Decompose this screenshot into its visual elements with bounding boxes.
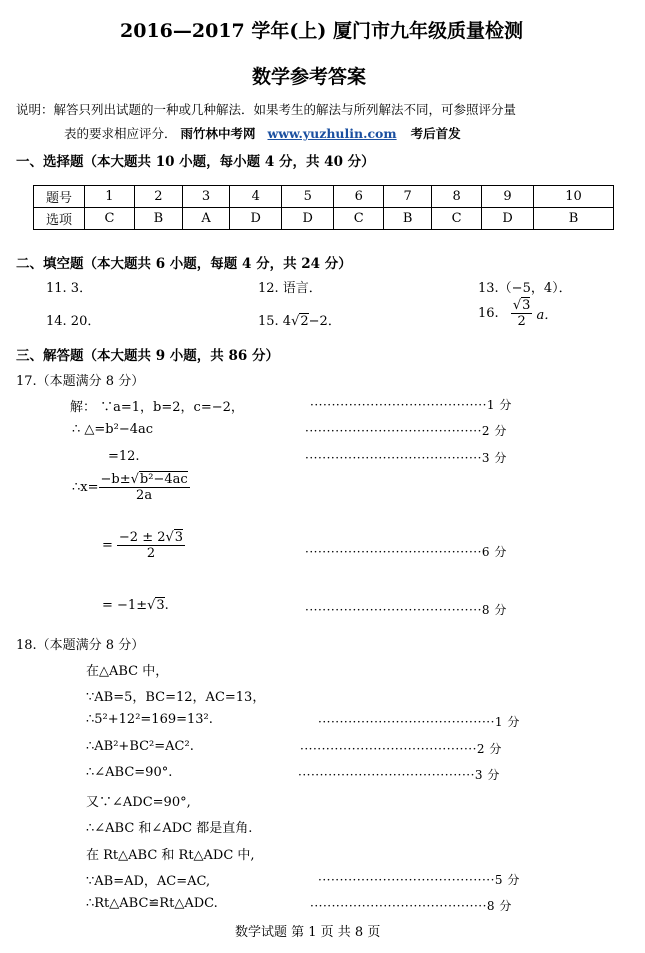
table-cell: B (384, 208, 432, 230)
section-1-title: 一、选择题（本大题共 10 小题，每小题 4 分，共 40 分） (16, 154, 375, 170)
score-leader: ·········································8 分 (310, 899, 512, 913)
note-prefix: 表的要求相应评分． (64, 126, 177, 141)
fraction-numerator (117, 530, 185, 546)
q18-line-1: 在△ABC 中， (86, 664, 169, 679)
q18-line-4: ∴AB²+BC²=AC². (86, 739, 194, 754)
sqrt-sign: √ (147, 598, 156, 613)
page-title: 2016—2017 学年(上) 厦门市九年级质量检测 (120, 20, 523, 42)
table-cell: 4 (230, 186, 282, 208)
section-2-title: 二、填空题（本大题共 6 小题，每题 4 分，共 24 分） (16, 256, 352, 272)
q18-heading: 18.（本题满分 8 分） (16, 638, 145, 653)
table-cell: 9 (482, 186, 534, 208)
table-cell: A (182, 208, 229, 230)
score-leader: ·········································1 分 (318, 715, 520, 729)
q18-line-6: 又∵∠ADC=90°, (86, 795, 191, 810)
radicand: 3 (156, 598, 165, 613)
q17-line-3: =12. (108, 449, 140, 464)
table-cell: D (282, 208, 334, 230)
q17-heading: 17.（本题满分 8 分） (16, 374, 145, 389)
score-leader: ·········································6 分 (305, 545, 507, 559)
score-leader: ·········································2 分 (300, 742, 502, 756)
sqrt-sign: √ (291, 314, 300, 329)
numerator-part: −b± (100, 472, 131, 487)
answer-15 (258, 310, 341, 329)
answer-16-var: a． (536, 308, 558, 323)
note-suffix: 考后首发 (410, 126, 461, 141)
fraction-denominator: 2a (136, 488, 153, 503)
fraction (511, 298, 533, 329)
q17-line-4 (72, 472, 190, 503)
score-label: 3 分 (481, 451, 507, 465)
numerator-part: −2 ± 2 (118, 530, 166, 545)
q18-line-9: ∵AB=AD，AC=AC, (86, 874, 211, 889)
site-name: 雨竹林中考网 (180, 126, 256, 141)
fraction-denominator: 2 (517, 314, 526, 329)
answer-15-suffix: −2． (308, 314, 341, 329)
score-leader: ·········································8 分 (305, 603, 507, 617)
score-label: 8 分 (486, 899, 512, 913)
table-header-cell: 选项 (34, 208, 85, 230)
page-subtitle: 数学参考答案 (252, 66, 367, 88)
fraction (99, 472, 190, 503)
score-label: 6 分 (481, 545, 507, 559)
table-row-answers (34, 208, 614, 230)
table-cell: 7 (384, 186, 432, 208)
table-cell: B (534, 208, 614, 230)
section-3-title: 三、解答题（本大题共 9 小题，共 86 分） (16, 348, 279, 364)
score-leader: ·········································3 分 (305, 451, 507, 465)
table-cell: 10 (534, 186, 614, 208)
sqrt-sign: √ (512, 298, 522, 313)
table-cell: 8 (432, 186, 482, 208)
q17-line-2: ∴ △=b²−4ac (72, 422, 154, 437)
score-label: 2 分 (476, 742, 502, 756)
sqrt-sign: √ (165, 530, 174, 545)
answer-14: 14. 20． (46, 314, 101, 329)
formula-prefix: = (102, 538, 113, 553)
table-cell: 1 (85, 186, 135, 208)
table-row-numbers (34, 186, 614, 208)
answer-table (33, 185, 614, 230)
score-label: 1 分 (486, 398, 512, 412)
score-label: 1 分 (494, 715, 520, 729)
score-leader: ·········································1 分 (310, 398, 512, 412)
table-cell: B (134, 208, 182, 230)
radicand: 3 (522, 298, 531, 313)
answer-13: 13.（−5，4）． (478, 281, 572, 296)
radicand: 2 (300, 314, 309, 329)
score-label: 5 分 (494, 873, 520, 887)
sqrt-sign: √ (130, 472, 139, 487)
table-cell: 2 (134, 186, 182, 208)
radicand: 3 (174, 530, 184, 545)
score-label: 3 分 (474, 768, 500, 782)
table-cell: C (334, 208, 384, 230)
score-label: 8 分 (481, 603, 507, 617)
fraction-denominator: 2 (146, 546, 156, 561)
note-line-2 (64, 124, 461, 142)
answer-12: 12. 语言． (258, 281, 322, 296)
site-url-link[interactable]: www.yuzhulin.com (267, 126, 397, 141)
fraction (117, 530, 185, 561)
table-cell: C (432, 208, 482, 230)
answer-16-prefix: 16. (478, 306, 499, 321)
formula-prefix: = −1± (102, 598, 148, 613)
table-cell: D (482, 208, 534, 230)
table-cell: 5 (282, 186, 334, 208)
answer-15-prefix: 15. 4 (258, 314, 292, 329)
formula-suffix: . (164, 598, 169, 613)
table-header-cell: 题号 (34, 186, 85, 208)
q18-line-8: 在 Rt△ABC 和 Rt△ADC 中, (86, 848, 255, 863)
q17-line-6 (102, 598, 169, 613)
table-cell: 6 (334, 186, 384, 208)
score-leader: ·········································3 分 (298, 768, 500, 782)
q18-line-10: ∴Rt△ABC≌Rt△ADC. (86, 896, 218, 911)
q18-line-2: ∵AB=5，BC=12，AC=13， (86, 690, 266, 705)
q18-line-5: ∴∠ABC=90°. (86, 765, 173, 780)
table-cell: 3 (182, 186, 229, 208)
note-line-1: 说明：解答只列出试题的一种或几种解法．如果考生的解法与所列解法不同，可参照评分量 (16, 102, 517, 117)
q18-line-3: ∴5²+12²=169=13². (86, 712, 213, 727)
table-cell: C (85, 208, 135, 230)
score-label: 2 分 (481, 424, 507, 438)
score-leader: ·········································2 分 (305, 424, 507, 438)
table-cell: D (230, 208, 282, 230)
answer-16 (478, 298, 557, 329)
q18-line-7: ∴∠ABC 和∠ADC 都是直角. (86, 821, 253, 836)
q17-line-1: 解： ∵a=1，b=2，c=−2， (70, 400, 244, 415)
radicand: b²−4ac (139, 472, 188, 487)
answer-11: 11. 3． (46, 281, 93, 296)
fraction-numerator (511, 298, 533, 314)
fraction-numerator (99, 472, 190, 488)
formula-prefix: ∴x= (72, 480, 99, 495)
score-leader: ·········································5 分 (318, 873, 520, 887)
q17-line-5 (102, 530, 185, 561)
page-footer: 数学试题 第 1 页 共 8 页 (235, 925, 381, 940)
